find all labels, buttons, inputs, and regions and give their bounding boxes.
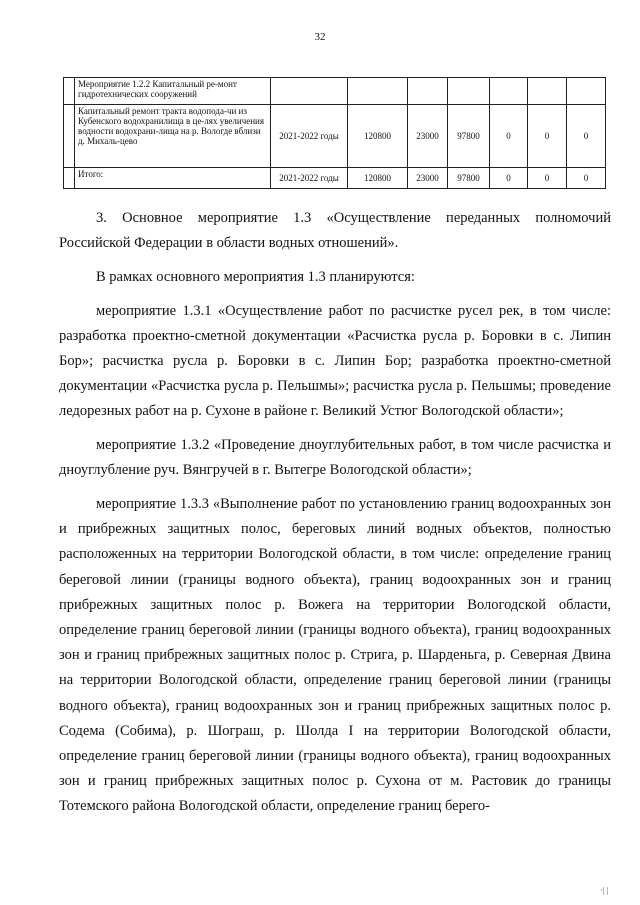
paragraph: 3. Основное мероприятие 1.3 «Осуществление переданных полномочий Российской Федерации в области водных отношений». — [59, 210, 611, 252]
table-cell-period: 2021-2022 годы — [271, 168, 348, 189]
table-cell-value: 0 — [567, 168, 606, 189]
table-cell-value: 23000 — [408, 168, 448, 189]
table-row — [64, 105, 606, 168]
table-cell-value: 23000 — [408, 105, 448, 168]
table-cell-value: 97800 — [448, 168, 490, 189]
paragraph: мероприятие 1.3.1 «Осуществление работ по расчистке русел рек, в том числе: разработка проектно-сметной документации «Расчистка русла р. Боровки в с. Липин Бор»; расчистка русла р. Боровки в с. Липин Бор; разработка проектно-сметной документации «Расчистка русла р. Пельшмы»; расчистка русла р. Пельшмы; проведение ледорезных работ на р. Сухоне в районе г. Великий Устюг Вологодской области»; — [59, 302, 611, 420]
table-cell-value: 0 — [490, 168, 528, 189]
table-cell-value: 0 — [567, 105, 606, 168]
paragraph: мероприятие 1.3.2 «Проведение дноуглубительных работ, в том числе расчистка и дноуглубление руч. Вянгручей в г. Вытегре Вологодской области»; — [59, 437, 611, 479]
budget-table — [63, 77, 606, 189]
table-cell-value: 0 — [528, 168, 567, 189]
table-row — [64, 78, 606, 105]
table-cell-value: 0 — [490, 105, 528, 168]
table-cell-period: 2021-2022 годы — [271, 105, 348, 168]
table-cell-name: Итого: — [75, 168, 271, 189]
footer-mark: ·| | — [600, 886, 608, 895]
table-cell-value: 0 — [528, 105, 567, 168]
body-text — [59, 206, 611, 828]
table-cell-value: 120800 — [348, 168, 408, 189]
table-row — [64, 168, 606, 189]
paragraph: мероприятие 1.3.3 «Выполнение работ по установлению границ водоохранных зон и прибрежных защитных полос, береговых линий водных объектов, полностью расположенных на территории Вологодской области, в том числе: определение границ береговой линии (границы водного объекта), границ водоохранных зон и границ прибрежных защитных полос р. Вожега на территории Вологодской области, определение границ береговой линии (границы водного объекта), границ водоохранных зон и границ прибрежных защитных полос р. Стрига, р. Шарденьга, р. Северная Двина на территории Вологодской области, определение границ береговой линии (границы водного объекта), границ водоохранных зон и границ прибрежных защитных полос р. Содема (Собима), р. Шограш, р. Шолда I на территории Вологодской области, определение границ береговой линии (границы водного объекта), границ водоохранных зон и границ прибрежных защитных полос р. Сухона от м. Растовик до границы Тотемского района Вологодской области, определение границ берего- — [59, 496, 611, 815]
paragraph: В рамках основного мероприятия 1.3 планируются: — [96, 268, 415, 285]
table-cell-value: 97800 — [448, 105, 490, 168]
page-number: 32 — [314, 31, 326, 43]
table-cell-name: Капитальный ремонт тракта водопода-чи из Кубенского водохранилища в це-лях увеличения водности водохрани-лища на р. Вологде вблизи д. Михаль-цево — [75, 105, 271, 168]
table-cell-value: 120800 — [348, 105, 408, 168]
table-cell-name: Мероприятие 1.2.2 Капитальный ре-монт гидротехнических сооружений — [75, 78, 271, 105]
